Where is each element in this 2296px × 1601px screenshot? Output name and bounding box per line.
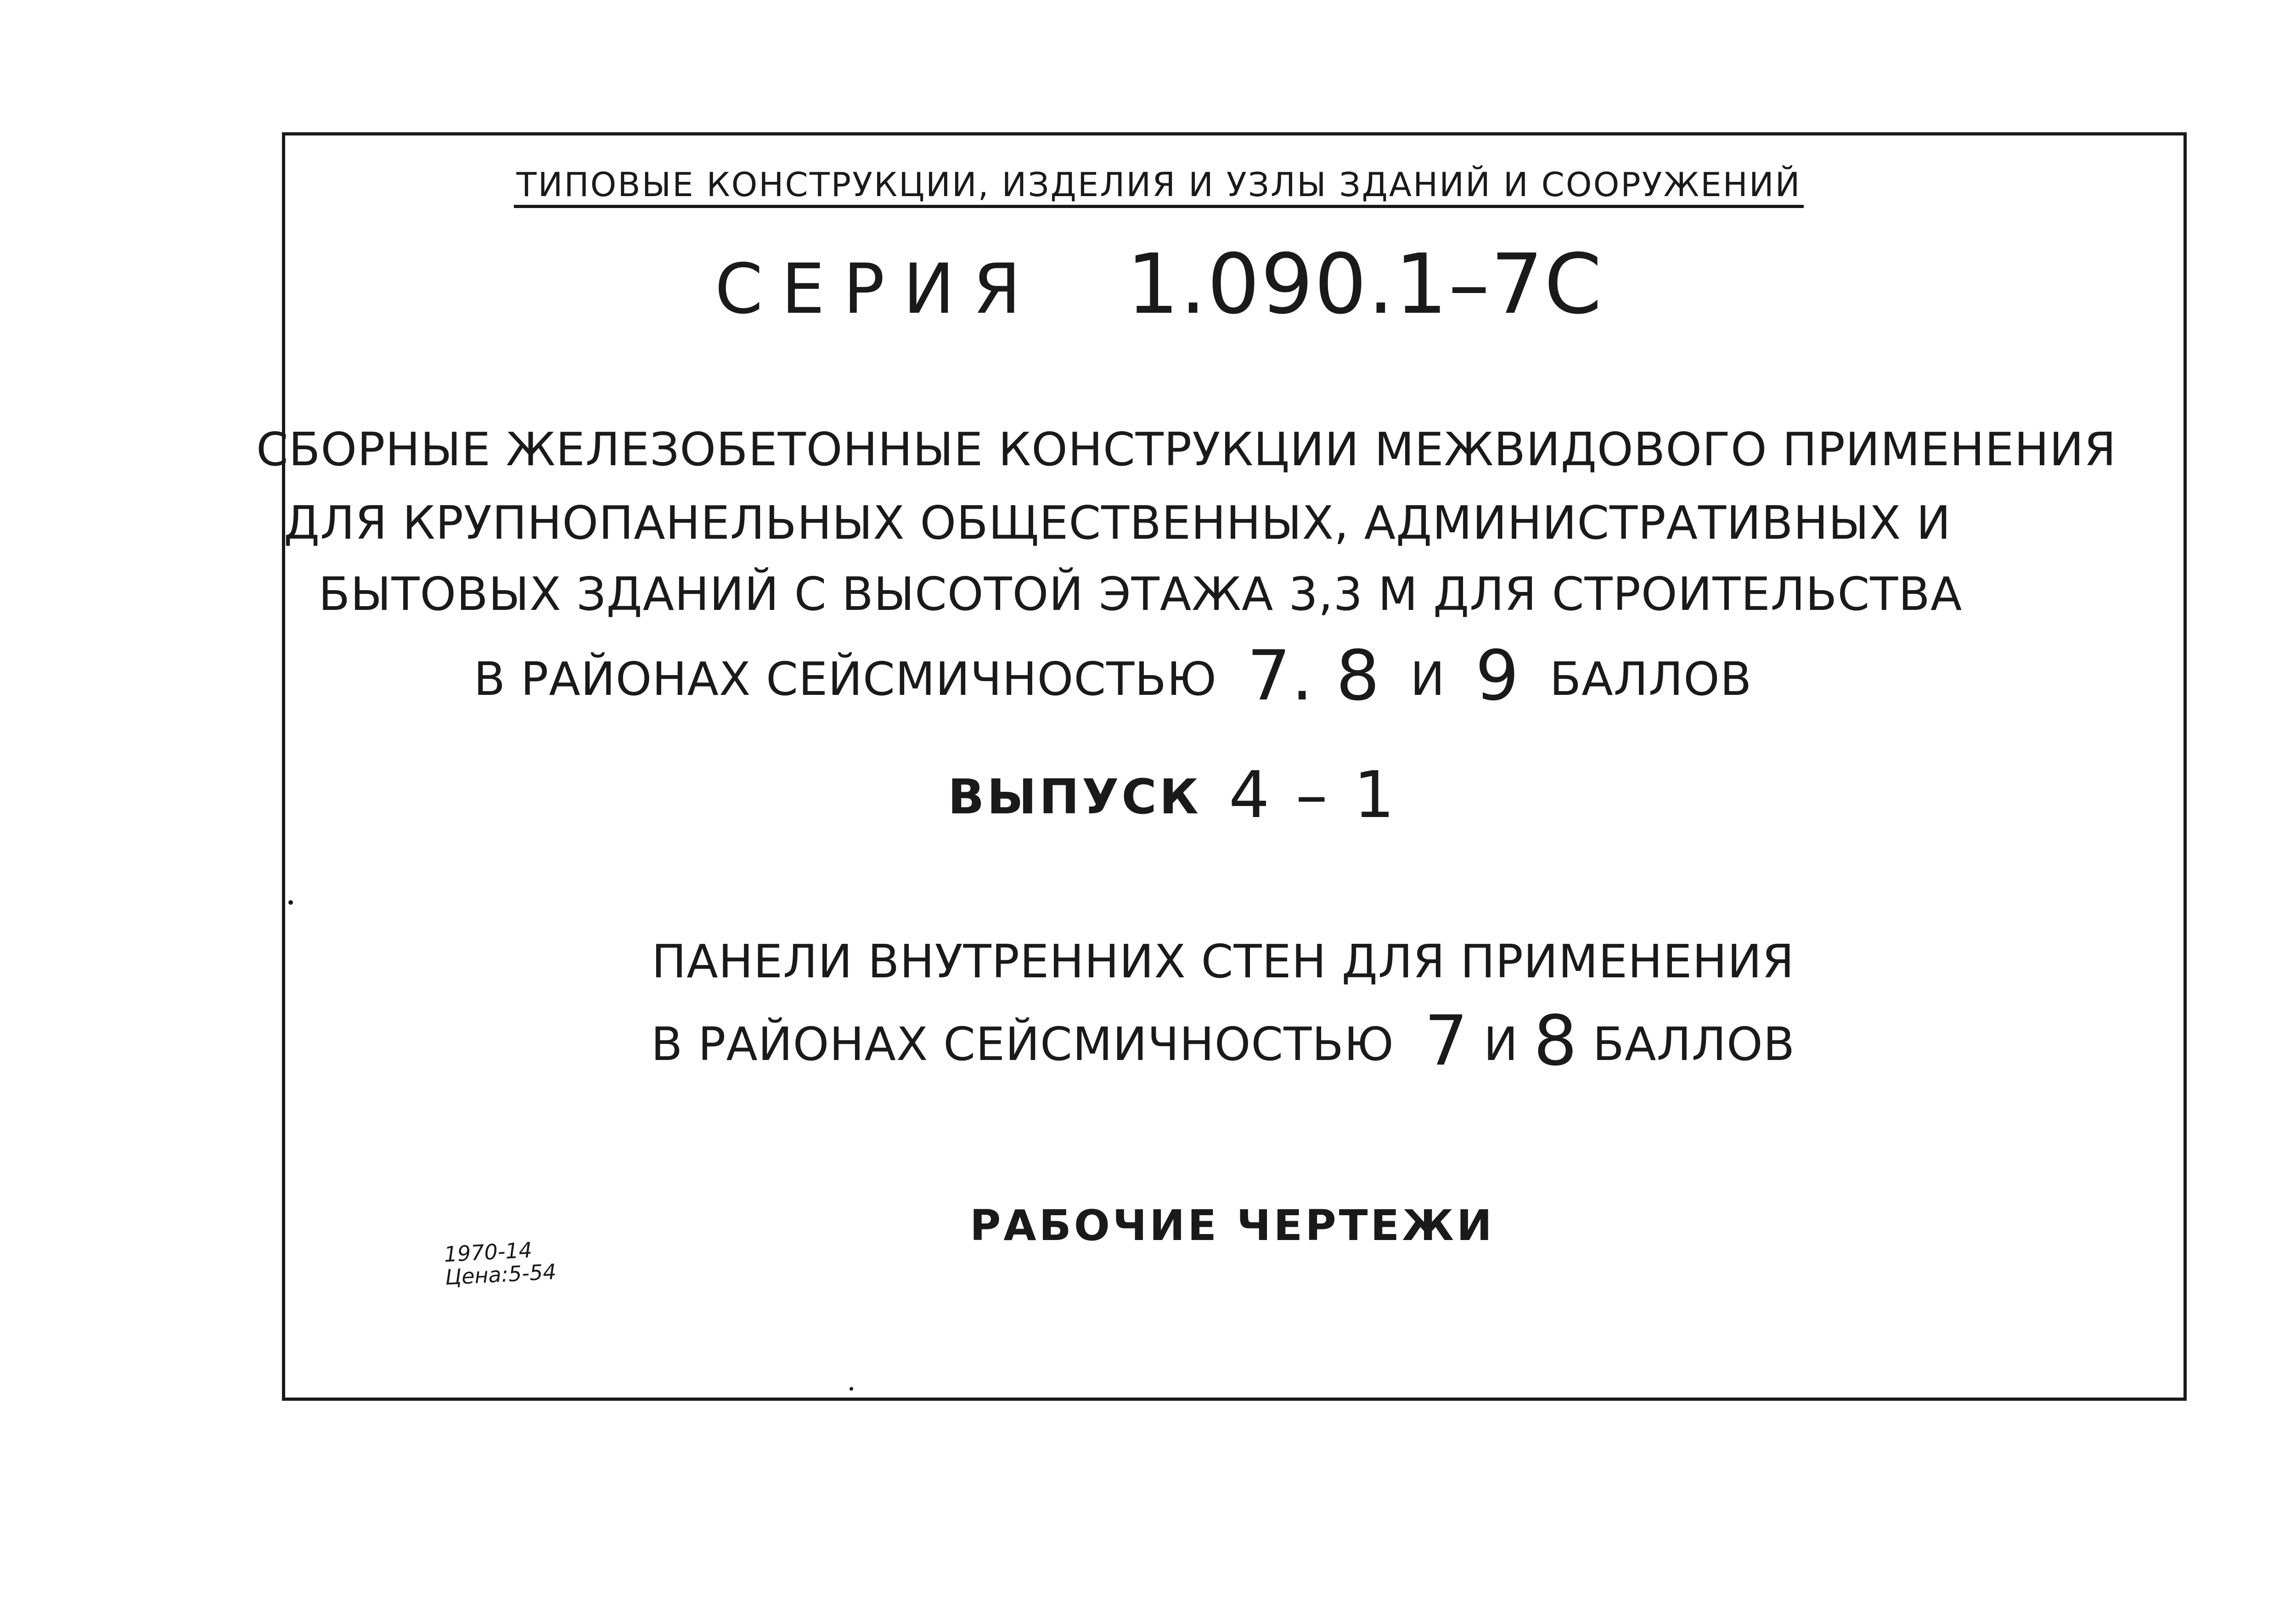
subtitle-line-2-and: И	[1483, 1017, 1519, 1071]
series-line	[0, 237, 2296, 333]
issue-label: ВЫПУСК	[948, 769, 1201, 825]
title-line-1: СБОРНЫЕ ЖЕЛЕЗОБЕТОННЫЕ КОНСТРУКЦИИ МЕЖВИДОВОГО ПРИМЕНЕНИЯ	[256, 423, 2117, 476]
working-drawings-label: РАБОЧИЕ ЧЕРТЕЖИ	[969, 1201, 1495, 1250]
title-line-4-and: И	[1410, 652, 1446, 706]
speck	[850, 1387, 853, 1391]
stamp-price: Цена:5-54	[445, 1259, 557, 1290]
subtitle-line-2-number-2: 8	[1533, 1001, 1578, 1081]
subtitle-line-2-suffix: БАЛЛОВ	[1593, 1017, 1795, 1071]
subtitle-line-2-number-1: 7	[1424, 1001, 1469, 1081]
subtitle-line-2	[64, 1001, 2296, 1081]
speck	[288, 900, 293, 905]
title-line-4	[0, 636, 2272, 716]
title-line-4-number-1: 7. 8	[1247, 636, 1380, 716]
issue-number: 4 – 1	[1228, 758, 1397, 833]
issue-line	[14, 758, 2296, 833]
stamp-year-number: 1970-14	[443, 1237, 533, 1267]
subtitle-line-2-prefix: В РАЙОНАХ СЕЙСМИЧНОСТЬЮ	[651, 1017, 1394, 1071]
series-number: 1.090.1–7С	[1126, 237, 1603, 333]
registration-stamp	[444, 1237, 557, 1289]
title-line-3: БЫТОВЫХ ЗДАНИЙ С ВЫСОТОЙ ЭТАЖА 3,3 М ДЛЯ СТРОИТЕЛЬСТВА	[318, 567, 1963, 621]
series-label: СЕРИЯ	[715, 249, 1040, 329]
title-line-4-number-2: 9	[1475, 636, 1520, 716]
series-header	[0, 165, 2296, 208]
subtitle-line-1: ПАНЕЛИ ВНУТРЕННИХ СТЕН ДЛЯ ПРИМЕНЕНИЯ	[652, 935, 1795, 988]
series-header-text: ТИПОВЫЕ КОНСТРУКЦИИ, ИЗДЕЛИЯ И УЗЛЫ ЗДАНИЙ И СООРУЖЕНИЙ	[514, 165, 1804, 208]
title-line-2: ДЛЯ КРУПНОПАНЕЛЬНЫХ ОБЩЕСТВЕННЫХ, АДМИНИСТРАТИВНЫХ И	[284, 496, 1951, 550]
title-line-4-suffix: БАЛЛОВ	[1549, 652, 1752, 706]
title-line-4-prefix: В РАЙОНАХ СЕЙСМИЧНОСТЬЮ	[473, 652, 1217, 706]
